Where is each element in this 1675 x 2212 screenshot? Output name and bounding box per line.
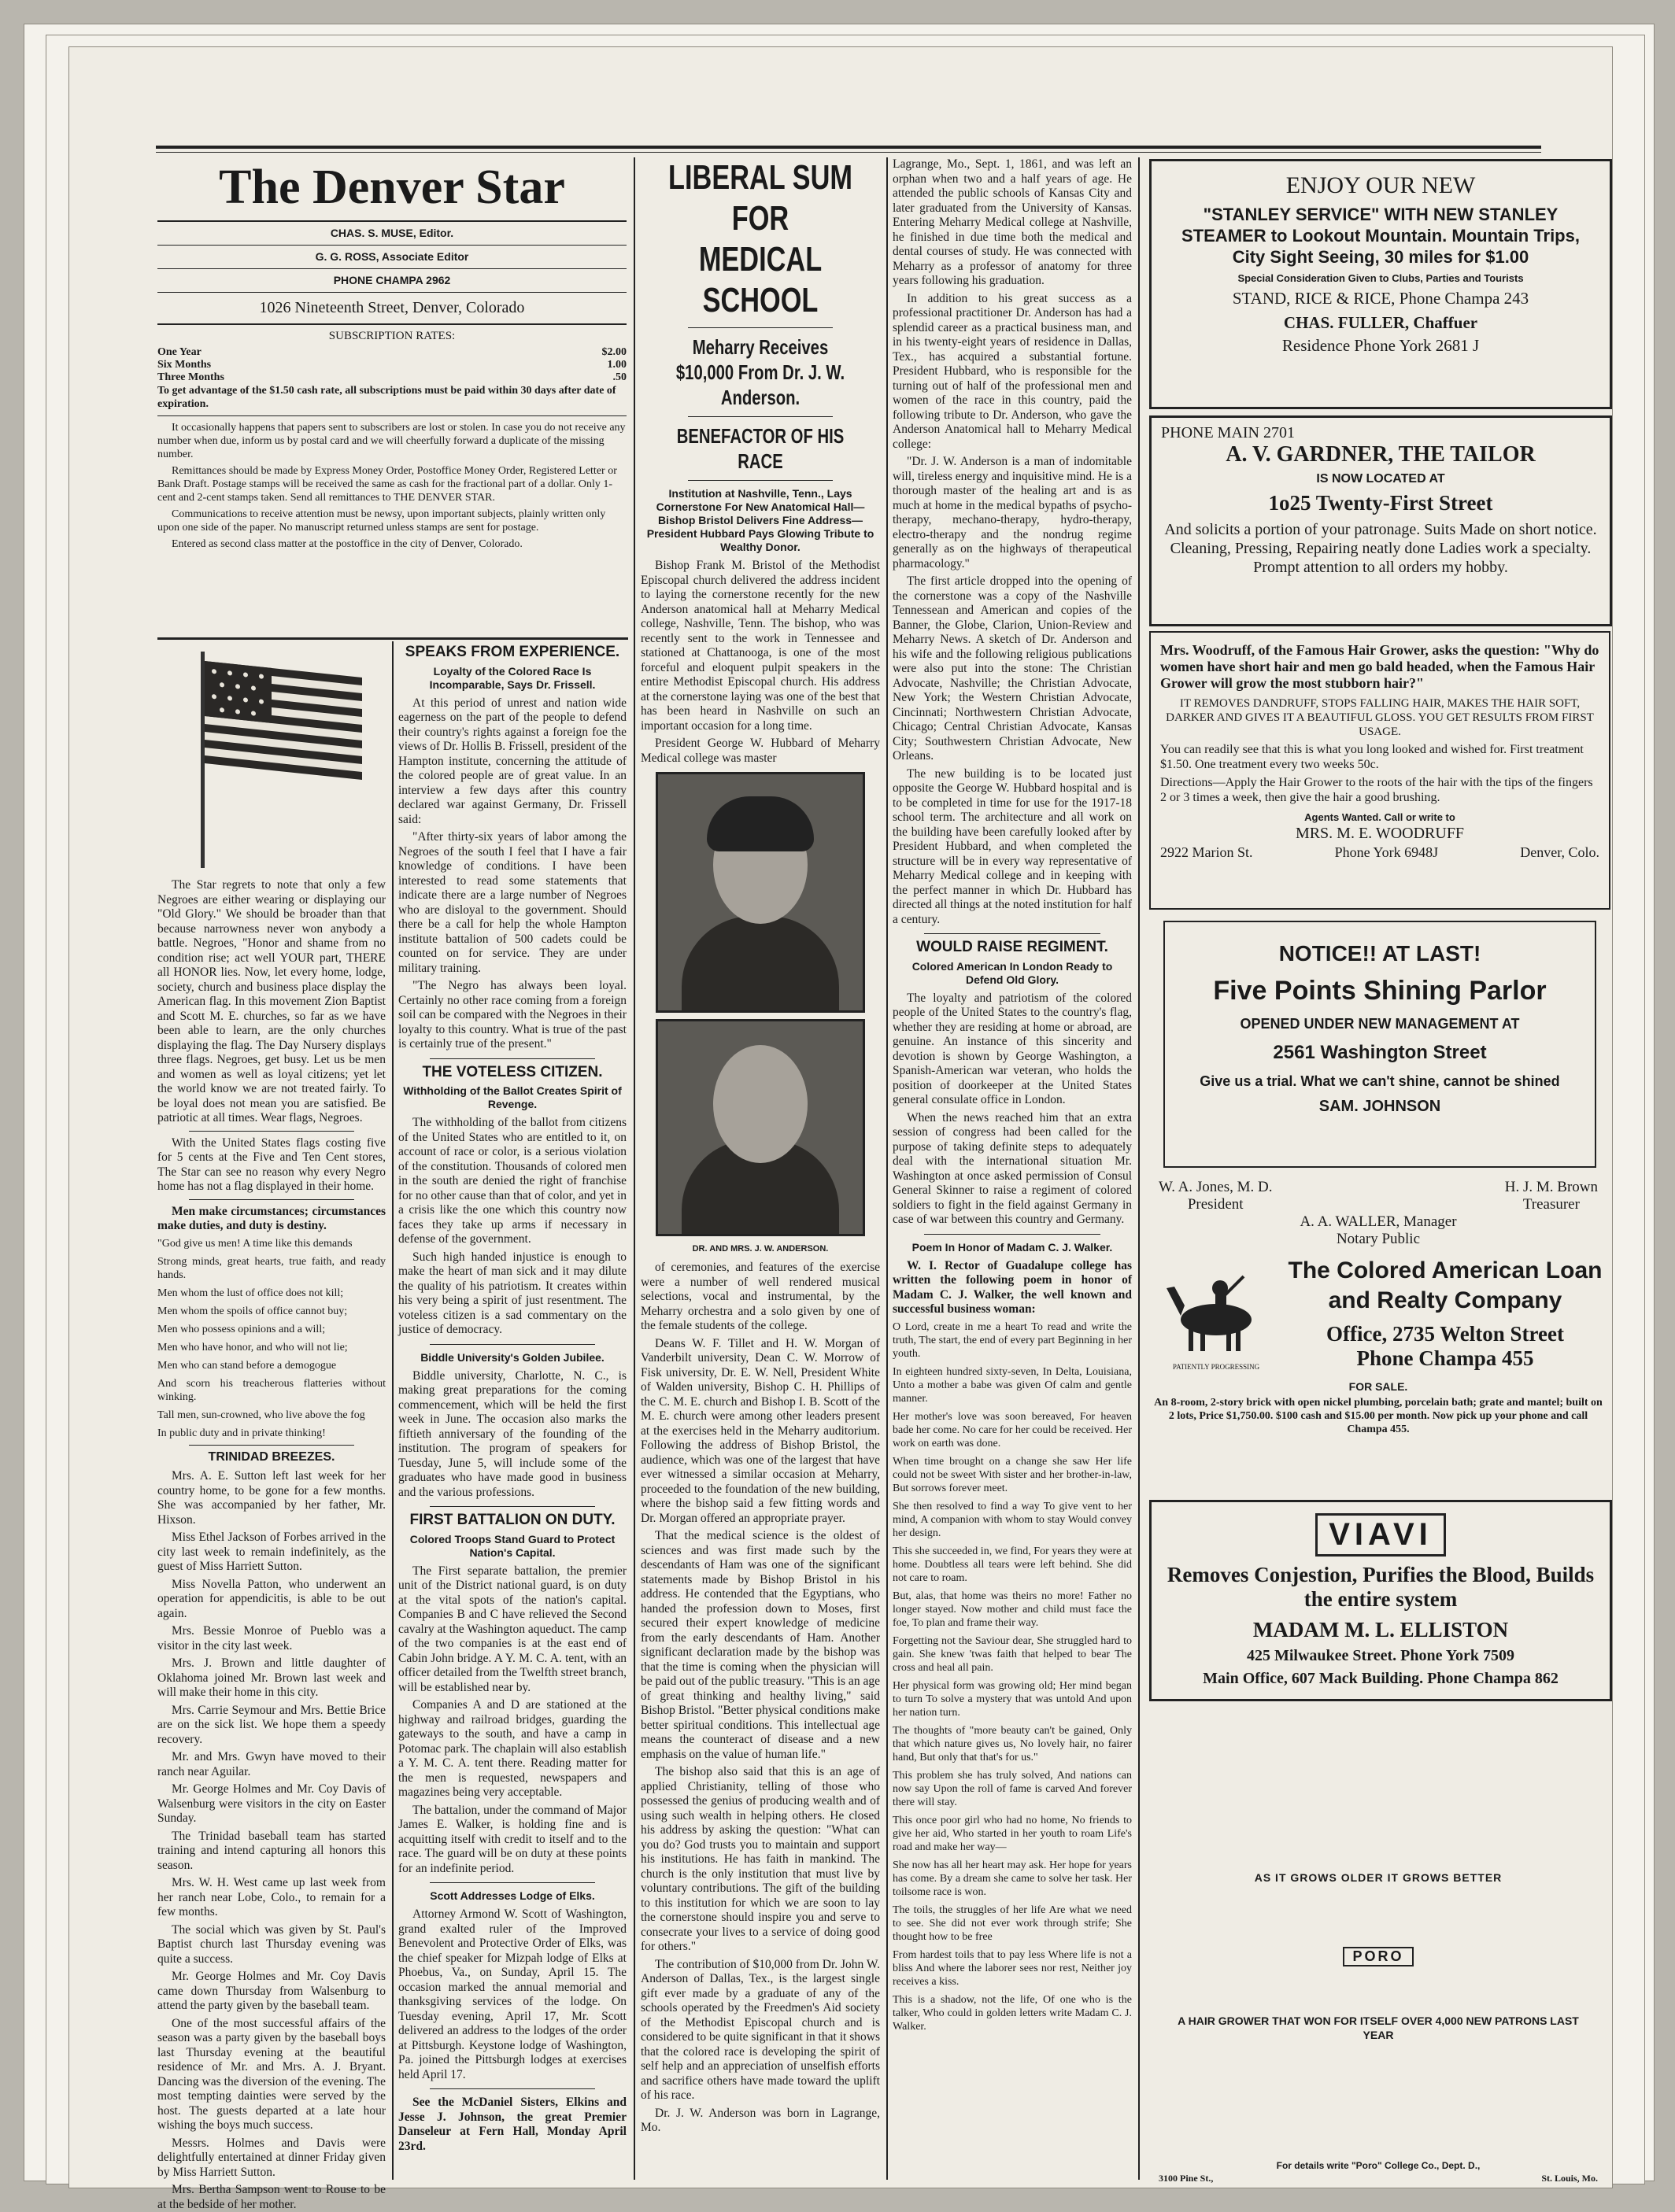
woodruff-city: Denver, Colo. — [1520, 844, 1599, 860]
viavi-office: Main Office, 607 Mack Building. Phone Champa 862 — [1203, 1670, 1559, 1687]
column-rule — [392, 641, 394, 2180]
loan-brown — [1505, 1179, 1598, 1213]
loan-brown-title: Treasurer — [1522, 1196, 1580, 1213]
ad-poro — [1149, 1706, 1607, 2184]
fivepoints-owner: SAM. JOHNSON — [1318, 1098, 1441, 1115]
poem-line: Tall men, sun-crowned, who live above the fog — [157, 1409, 365, 1421]
donkey-rider-icon — [1157, 1257, 1275, 1359]
anderson-body-5: The new building is to be located just opposite the George W. Hubbard hospital and is to be completed in time for use for the 1917-18 school term. The architecture and all work on the building have been carefully looked after by President Hubbard, and when completed the structure will be in every way representative of Meharry Medical college and in keeping with the perfect manner in which Dr. Hubbard has directed all things at the noted institution for half a century. — [893, 766, 1132, 926]
rate-row — [157, 359, 627, 371]
trinidad-item: Miss Ethel Jackson of Forbes arrived in the city last week to remain indefinitely, as the guest of Miss Harriett Sutton. — [157, 1531, 386, 1573]
anderson-body-1: Lagrange, Mo., Sept. 1, 1861, and was left an orphan when two and a half years of age. He attended the public schools of Kansas City and later graduated from the University of Kansas. Entering Meharry Medical college at Nashville, he finished in due time both the medical and dental courses of study. He was connected with Meharry as a professor of anatomy for three years following his graduation. — [893, 157, 1132, 287]
rate-label: Six Months — [157, 359, 212, 371]
rates-note: To get advantage of the $1.50 cash rate, all subscriptions must be paid within 30 days after date of expiration. — [157, 385, 616, 410]
god-give-us-men-poem — [157, 1237, 386, 1440]
notice-lost: It occasionally happens that papers sent to subscribers are lost or stolen. In case you do not receive any number when due, inform us by postal card and we will cheerfully forward a duplicate of the missing number. — [157, 422, 626, 460]
portrait-dr-anderson — [656, 1019, 865, 1236]
ad-colored-american-loan — [1149, 1174, 1607, 1489]
meharry-body-5: That the medical science is the oldest of sciences and was first made such by the descendants of Ham was one of the significant statements made by Bishop Bristol in his address. He contended that the Egyptians, who handed the profession down to Moses, first secured their expert knowledge of medicine from the early descendants of Ham. Another significant declaration made by the bishop was that the time is coming when the physician will be paid out of the public treasury. "This is an age of great thinking and healthy living," said Bishop Bristol. "Better physical conditions make better spiritual conditions. This intellectual age means the counteract of disease and a new emphasis on the value of human life." — [641, 1529, 880, 1761]
stanley-residence: Residence Phone York 2681 J — [1281, 336, 1480, 355]
column-4 — [893, 157, 1132, 2156]
fivepoints-slogan: Give us a trial. What we can't shine, cannot be shined — [1200, 1073, 1560, 1089]
newspaper-page — [69, 47, 1612, 2211]
meharry-head: Meharry Receives $10,000 From Dr. J. W. Anderson. — [675, 335, 845, 409]
woodruff-directions: Directions—Apply the Hair Grower to the roots of the hair with the tips of the fingers 2 or 3 times a week, then give the hair a good brushing. — [1160, 776, 1593, 804]
woodruff-question: Mrs. Woodruff, of the Famous Hair Grower, asks the question: "Why do women have short hair and men go bald headed, when the Famous Hair Grower will grow the most stubborn hair?" — [1160, 642, 1599, 691]
speaks-deck: Loyalty of the Colored Race Is Incomparable, Says Dr. Frissell. — [429, 664, 596, 691]
rates-list — [157, 346, 627, 384]
viavi-address: 425 Milwaukee Street. Phone York 7509 — [1247, 1647, 1514, 1664]
trinidad-item: Mr. and Mrs. Gwyn have moved to their ranch near Aguilar. — [157, 1750, 386, 1778]
battalion-head: FIRST BATTALION ON DUTY. — [409, 1512, 616, 1528]
trinidad-item: Mrs. W. H. West came up last week from her ranch near Lobe, Colo., to remain for a few months. — [157, 1876, 386, 1918]
paragraph: When the news reached him that an extra session of congress had been called for the purpose of taking definite steps to adequately deal with the international situation Mr. Washington at once asked permission of Consul General Skinner to raise a regiment of colored soldiers to fight in the field against Germany in case of war between this country and Germany. — [893, 1110, 1132, 1226]
loan-logo — [1149, 1257, 1283, 1371]
loan-officers — [1159, 1179, 1598, 1213]
poem-line: Men whom the lust of office does not kill; — [157, 1287, 344, 1299]
woodruff-name: MRS. M. E. WOODRUFF — [1295, 825, 1465, 842]
poem-stanza: The thoughts of "more beauty can't be gained, Only that which nature gives us, No lovely hair, no fairer hand, But only that that's for us." — [893, 1724, 1132, 1763]
loan-waller: A. A. WALLER, Manager — [1300, 1213, 1457, 1230]
flags-cost: With the United States flags costing five for 5 cents at the Five and Ten Cent stores, The Star can see no reason why every Negro home has not a flag displayed in their home. — [157, 1136, 386, 1193]
anderson-body-4: The first article dropped into the opening of the cornerstone was a copy of the Nashville Tennessean and American and copies of the Banner, the Globe, Clarion, Union-Review and Meharry News. A sketch of Dr. Anderson and his wife and the following religious publications were also put into the stone: The Christian Advocate, Nashville; the Christian Advocate, New York; the Western Christian Advocate, Cincinnati; Northwestern Christian Advocate, Chicago; Central Christian Advocate, Kansas City; Southwestern Christian Advocate, New Orleans. — [893, 574, 1132, 763]
poem-stanza: This she succeeded in, we find, For years they were at home. Doubtless all tears were left behind. She did not care to roam. — [893, 1545, 1132, 1584]
masthead-title: The Denver Star — [219, 161, 565, 214]
meharry-body-6: The bishop also said that this is an age of applied Christianity, telling of those who possessed the genius of producing wealth and of using such wealth in helping others. He closed his address by asking the question: "What can you do? God trusts you to maintain and support his institutions. He has faith in mankind. The church is the only institution that must live by voluntary contributions. The gift of the building to this institution for which we are soon to lay the cornerstone should inspire you and serve to consecrate your lives to a service of doing good for others." — [641, 1765, 880, 1953]
paragraph: At this period of unrest and nation wide eagerness on the part of the people to defend their country's rights against a foreign foe the views of Dr. Hollis B. Frissell, president of the Hampton institute, concerning the attitude of the colored people are of great value. In an interview a few days after this country declared war against Germany, Dr. Frissell said: — [398, 696, 627, 826]
ad-gardner-tailor — [1149, 415, 1612, 626]
fivepoints-notice: NOTICE!! AT LAST! — [1278, 941, 1481, 966]
woodruff-removes: IT REMOVES DANDRUFF, STOPS FALLING HAIR, MAKES THE HAIR SOFT, DARKER AND GIVES IT A BEAUTIFUL GLOSS. YOU GET RESULTS FROM FIRST USAGE. — [1166, 697, 1594, 738]
paragraph: The First separate battalion, the premier unit of the District national guard, is on duty at the vital spots of the nation's capital. Companies B and C have relieved the Second cavalry at the Washington aqueduct. The camp of the two companies is at the east end of Cabin John bridge. A Y. M. C. A. tent, with an officer detailed from the Twelfth street branch, will be established near by. — [398, 1564, 627, 1694]
poem-stanza: From hardest toils that to pay less Where life is not a bliss And where the laborer sees nor rest, Neither joy receives a kiss. — [893, 1948, 1132, 1988]
masthead-associate: G. G. ROSS, Associate Editor — [315, 250, 469, 263]
woodruff-agents: Agents Wanted. Call or write to — [1304, 811, 1455, 823]
top-rule-thin — [156, 152, 1541, 153]
masthead-phone: PHONE CHAMPA 2962 — [333, 274, 451, 286]
poem-stanza: This problem she has truly solved, And nations can now say Upon the roll of fame is carved And forever there will stay. — [893, 1769, 1132, 1808]
trinidad-item: The social which was given by St. Paul's Baptist church last Thursday evening was quite a success. — [157, 1922, 386, 1966]
ad-viavi — [1149, 1500, 1612, 1701]
poro-claim: A HAIR GROWER THAT WON FOR ITSELF OVER 4,000 NEW PATRONS LAST YEAR — [1178, 2014, 1579, 2041]
stanley-service: "STANLEY SERVICE" WITH NEW STANLEY STEAMER to Lookout Mountain. Mountain Trips, City Sight Seeing, 30 miles for $1.00 — [1181, 205, 1580, 267]
speaks-body — [398, 696, 627, 1052]
trinidad-item: Mr. George Holmes and Mr. Coy Davis of Walsenburg were visitors in the city on Easter Sunday. — [157, 1782, 386, 1825]
meharry-body-1: Bishop Frank M. Bristol of the Methodist Episcopal church delivered the address incident to laying the cornerstone recently for the new Anderson anatomical hall at Meharry Medical college, Nashville, Tenn. The bishop, who was recently sent to the work in Tennessee and stationed at Chattanooga, is one of the most forceful and eloquent pulpit speakers in the entire Methodist Episcopal church. His address at the cornerstone laying was one of the best that has been heard in Nashville on such an important occasion for a long time. — [641, 559, 880, 733]
regiment-body — [893, 992, 1132, 1228]
rate-label: Three Months — [157, 371, 224, 383]
poem-stanza: But, alas, that home was theirs no more! Father no longer stayed. Now mother and child must face the foe, To plan and frame their way. — [893, 1590, 1132, 1629]
trinidad-items — [157, 1469, 386, 2212]
loan-office: Office, 2735 Welton Street — [1326, 1322, 1564, 1346]
anderson-body-3: "Dr. J. W. Anderson is a man of indomitable will, tireless energy and inquisitive mind. He is a thorough master of the healing art and is as much at home in the medical bypaths of psycho-therapy, mechano-therapy, hydro-therapy, electro-therapy and the nondrug regime generally as on the highways of therapeutical pharmacology." — [893, 455, 1132, 571]
poem-line: Men who have honor, and who will not lie; — [157, 1341, 348, 1353]
poem-line: "God give us men! A time like this demands — [157, 1237, 353, 1250]
regiment-head: WOULD RAISE REGIMENT. — [916, 939, 1108, 955]
loan-sale-head: FOR SALE. — [1348, 1380, 1408, 1393]
meharry-deck: Institution at Nashville, Tenn., Lays Cornerstone For New Anatomical Hall—Bishop Bristol Delivers Fine Address—President Hubbard Pays Glowing Tribute to Wealthy Donor. — [646, 487, 874, 553]
poem-stanza: Her physical form was growing old; Her mind began to turn To solve a mystery that was untold And upon her nation turn. — [893, 1679, 1132, 1719]
poro-address-row — [1159, 2173, 1598, 2184]
trinidad-head: TRINIDAD BREEZES. — [208, 1449, 335, 1464]
masthead-address: 1026 Nineteenth Street, Denver, Colorado — [259, 299, 525, 316]
anderson-body-2: In addition to his great success as a professional practitioner Dr. Anderson has had a splendid career as a practical business man, and in his twenty-eight years of residence in Dallas, Tex., has acquired a substantial fortune. President Hubbard, who is responsible for the turning out of half of the professional men and women of the race in this country, paid the following tribute to Dr. Anderson, who gave the Anderson Anatomical hall to Meharry Medical college: — [893, 291, 1132, 451]
paragraph: The battalion, under the command of Major James E. Walker, is holding fine and is acquitting itself with credit to itself and to the race. The guard will be on duty at these points for an indefinite period. — [398, 1803, 627, 1875]
column-3 — [641, 157, 880, 2156]
paragraph: Such high handed injustice is enough to make the heart of man sick and it may dilute the quality of his patriotism. It creates within his very being a spirit of just resentment. The voteless citizen is a sad commentary on the justice of democracy. — [398, 1250, 627, 1336]
poem-stanza: This once poor girl who had no home, No friends to give her aid, Who started in her youth to roam Life's road and make her way— — [893, 1814, 1132, 1853]
column-rule — [886, 157, 888, 2180]
woodruff-contact — [1160, 844, 1599, 861]
notice-remittance: Remittances should be made by Express Money Order, Postoffice Money Order, Registered Letter or Bank Draft. Postage stamps will be received the same as cash for the fractional part of a dollar. Only 1-cent and 2-cent stamps taken. Send all remittances to THE DENVER STAR. — [157, 465, 617, 504]
portrait-caption: DR. AND MRS. J. W. ANDERSON. — [692, 1244, 829, 1254]
poem-stanza: The toils, the struggles of her life Are what we need to see. She did not ever work through strife; She thought how to be free — [893, 1904, 1132, 1943]
loan-body — [1149, 1256, 1607, 1371]
rates-head: SUBSCRIPTION RATES: — [328, 330, 456, 342]
stanley-enjoy: ENJOY OUR NEW — [1285, 172, 1476, 198]
poem-line: Men who can stand before a demogogue — [157, 1359, 337, 1372]
walker-poem — [893, 1320, 1132, 2033]
flag-editorial: The Star regrets to note that only a few Negroes are either wearing or displaying our "Old Glory." We should be broader than that because narrowness never won anybody a battle. Negroes, "Honor and shame from no condition rise; act well YOUR part, THERE all HONOR lies. Now, let every home, lodge, society, church and business place display the American flag. In this movement Zion Baptist and Scott M. E. churches, so far as we have been able to learn, are the only churches displaying the flag. The Day Nursery displays three flags. Negroes, get busy. Let us be men and women as well as loyal citizens; yet let the world know we are not treated fairly. To be loyal does not mean you are satisfied. Be patriotic at all times. Wear flags, Negroes. — [157, 878, 386, 1124]
stanley-consideration: Special Consideration Given to Clubs, Parties and Tourists — [1237, 272, 1524, 284]
poem-stanza: This is a shadow, not the life, Of one who is the talker, Who could in golden letters write Madam C. J. Walker. — [893, 1993, 1132, 2033]
loan-progress: PATIENTLY PROGRESSING — [1172, 1362, 1260, 1371]
poem-stanza: She now has all her heart may ask. Her hope for years has come. By a dream she came to solve her task. Her toilsome race is won. — [893, 1859, 1132, 1898]
notice-entered: Entered as second class matter at the postoffice in the city of Denver, Colorado. — [172, 538, 523, 550]
notice-communications: Communications to receive attention must be newsy, upon important subjects, plainly written only upon one side of the paper. No manuscript returned unless stamps are sent for postage. — [157, 508, 606, 534]
american-flag-image — [169, 645, 374, 873]
mcdaniel-notice: See the McDaniel Sisters, Elkins and Jesse J. Johnson, the great Premier Danseleur at Fern Hall, Monday April 23rd. — [398, 2096, 627, 2153]
trinidad-item: Mr. George Holmes and Mr. Coy Davis came down Thursday from Walsenburg to attend the party given by the baseball team. — [157, 1970, 386, 2012]
men-make-circumstances: Men make circumstances; circumstances make duties, and duty is destiny. — [157, 1204, 386, 1232]
masthead-editor: CHAS. S. MUSE, Editor. — [330, 227, 454, 239]
loan-sale: An 8-room, 2-story brick with open nickel plumbing, porcelain bath; grate and mantel; built on 2 lots, Price $1,750.00. $100 cash and $15.00 per month. Now pick up your phone and call Champa 455. — [1154, 1397, 1603, 1435]
scott-head: Scott Addresses Lodge of Elks. — [430, 1889, 595, 1902]
poro-tagline: AS IT GROWS OLDER IT GROWS BETTER — [1254, 1871, 1503, 1884]
meharry-body-8: Dr. J. W. Anderson was born in Lagrange, Mo. — [641, 2106, 880, 2134]
gardner-address: 1o25 Twenty-First Street — [1268, 491, 1493, 515]
walker-intro: W. I. Rector of Guadalupe college has written the following poem in honor of Madam C. J. Walker, the well known and successful business woman: — [893, 1258, 1132, 1316]
battalion-deck: Colored Troops Stand Guard to Protect Nation's Capital. — [409, 1532, 616, 1559]
ad-woodruff-hair-grower — [1149, 631, 1610, 910]
fivepoints-address: 2561 Washington Street — [1273, 1042, 1487, 1063]
walker-head: Poem In Honor of Madam C. J. Walker. — [911, 1240, 1113, 1254]
ad-five-points-shining-parlor — [1163, 921, 1596, 1168]
paragraph: "After thirty-six years of labor among the Negroes of the south I feel that I have a fair knowledge of conditions. I have been interested to read some statements that indicate there are a large number of Negroes who are disloyal to the government. Should there be a call for help the whole Hampton institute battalion of 500 cadets could be counted on for service. They are under military training. — [398, 830, 627, 975]
trinidad-item: Miss Novella Patton, who underwent an operation for appendicitis, is able to be out again. — [157, 1577, 386, 1620]
trinidad-item: One of the most successful affairs of the season was a party given by the baseball boys last Thursday evening at the beautiful residence of Mr. and Mrs. A. J. Bryant. Dancing was the diversion of the evening. The most tempting dainties were served by the host. The guests departed at a late hour wishing the boys much success. — [157, 2016, 386, 2132]
poem-stanza: Forgetting not the Saviour dear, She struggled hard to gain. She knew 'twas faith that helped to bear The cross and heal all pain. — [893, 1634, 1132, 1674]
poem-stanza: When time brought on a change she saw Her life could not be sweet With sister and her brother-in-law, But sorrows forever meet. — [893, 1455, 1132, 1494]
stanley-stand: STAND, RICE & RICE, Phone Champa 243 — [1232, 289, 1529, 308]
column-2 — [398, 645, 627, 2156]
trinidad-item: Mrs. A. E. Sutton left last week for her country home, to be gone for a few months. She was accompanied by her father, Mr. Hixson. — [157, 1469, 386, 1527]
fivepoints-opened: OPENED UNDER NEW MANAGEMENT AT — [1240, 1016, 1520, 1032]
gardner-text: And solicits a portion of your patronage. Suits Made on short notice. Cleaning, Pressing, Repairing neatly done Ladies work a specialty. Prompt attention to all orders my hobby. — [1164, 521, 1597, 576]
column-1 — [157, 645, 386, 2211]
stanley-fuller: CHAS. FULLER, Chaffuer — [1283, 313, 1478, 332]
gardner-name: A. V. GARDNER, THE TAILOR — [1226, 442, 1536, 467]
poem-line: In public duty and in private thinking! — [157, 1427, 326, 1439]
trinidad-item: Mrs. Carrie Seymour and Mrs. Bettie Brice are on the sick list. We hope them a speedy recovery. — [157, 1703, 386, 1746]
paragraph: The loyalty and patriotism of the colored people of the United States to the country's flag, whether they are residing at home or abroad, are genuine. An instance of this sincerity and devotion is shown by George Washington, a Spanish-American war veteran, who holds the position of doorkeeper at the United States general consulate office in London. — [893, 991, 1132, 1106]
loan-name: The Colored American Loan and Realty Company — [1288, 1257, 1603, 1313]
fivepoints-name: Five Points Shining Parlor — [1213, 976, 1547, 1006]
meharry-body-4: Deans W. F. Tillet and H. W. Morgan of Vanderbilt university, Dean C. W. Morrow of Fisk university, Dr. E. W. Nell, President White of Walden university, Bishop C. H. Phillips of the C. M. E. church and Bishop I. B. Scott of the M. E. church were among other leaders present at the exercises held in the Meharry auditorium. Following the address of Bishop Bristol, the audience, which was one of the largest that have ever witnessed a similar occasion at Meharry, proceeded to the foundation of the new building, where the bishop said a few fitting words and Dr. Morgan offered an appropriate prayer. — [641, 1336, 880, 1525]
paragraph: "The Negro has always been loyal. Certainly no other race coming from a foreign soil can be compared with the Negroes in their loyalty to this country. What is true of the past is certainly true of the present." — [398, 979, 627, 1051]
loan-jones-name: W. A. Jones, M. D. — [1159, 1179, 1273, 1195]
poro-address: 3100 Pine St., — [1159, 2173, 1214, 2184]
poem-line: Men who possess opinions and a will; — [157, 1323, 326, 1335]
poro-city: St. Louis, Mo. — [1541, 2173, 1598, 2184]
regiment-deck: Colored American In London Ready to Defend Old Glory. — [911, 959, 1113, 986]
loan-notary: Notary Public — [1336, 1231, 1421, 1247]
rate-price: .50 — [612, 371, 627, 383]
woodruff-price: You can readily see that this is what you long looked and wished for. First treatment $1.50. One treatment every two weeks 50c. — [1160, 743, 1584, 771]
poem-line: And scorn his treacherous flatteries without winking. — [157, 1377, 386, 1403]
column-rule — [1138, 157, 1140, 2180]
voteless-deck: Withholding of the Ballot Creates Spirit of Revenge. — [403, 1084, 622, 1110]
rate-price: 1.00 — [607, 359, 627, 371]
woodruff-street: 2922 Marion St. — [1160, 844, 1253, 860]
trinidad-item: Mrs. Bessie Monroe of Pueblo was a visitor in the city last week. — [157, 1624, 386, 1653]
poem-stanza: She then resolved to find a way To give vent to her mind, A companion with whom to stay Would convey her design. — [893, 1500, 1132, 1539]
poem-stanza: O Lord, create in me a heart To read and write the truth, The start, the end of every part Beginning in her youth. — [893, 1320, 1132, 1360]
masthead-rule — [157, 637, 628, 640]
trinidad-item: Messrs. Holmes and Davis were delightfully entertained at dinner Friday given by Miss Harriett Sutton. — [157, 2136, 386, 2179]
battalion-body — [398, 1564, 627, 1877]
benefactor-head: BENEFACTOR OF HIS RACE — [676, 424, 845, 473]
portrait-mrs-anderson — [656, 772, 865, 1013]
loan-jones — [1159, 1179, 1272, 1213]
viavi-elliston: MADAM M. L. ELLISTON — [1252, 1618, 1509, 1641]
poem-line: Strong minds, great hearts, true faith, and ready hands. — [157, 1255, 386, 1281]
loan-text — [1283, 1256, 1607, 1371]
poro-write: For details write "Poro" College Co., Dept. D., — [1276, 2160, 1481, 2171]
viavi-removes: Removes Conjestion, Purifies the Blood, Builds the entire system — [1167, 1563, 1595, 1611]
meharry-body-3: of ceremonies, and features of the exercise were a number of well rendered musical selections, vocal and instrumental, by the Meharry orchestra and a solo given by one of the female students of the college. — [641, 1261, 880, 1332]
paragraph: The withholding of the ballot from citizens of the United States who are entitled to it, on account of race or color, is a serious violation of the constitution. Thousands of colored men in the south are denied the right of franchise for no other cause than that of color, and yet in a crisis like the one which this country now faces they take up arms if necessary in defense of the government. — [398, 1116, 627, 1246]
woodruff-phone: Phone York 6948J — [1334, 844, 1439, 860]
rate-row — [157, 371, 627, 384]
top-rule — [156, 146, 1541, 149]
voteless-body — [398, 1116, 627, 1338]
meharry-body-2: President George W. Hubbard of Meharry Medical college was master — [641, 737, 880, 765]
trinidad-item: Mrs. J. Brown and little daughter of Oklahoma joined Mr. Brown last week and will make their home in this city. — [157, 1656, 386, 1699]
scott-body: Attorney Armond W. Scott of Washington, grand exalted ruler of the Improved Benevolent and Protective Order of Elks, was the chief speaker for Mizpah lodge of Elks at Phoebus, Va., on Sunday, April 15. The occasion marked the annual memorial and thanksgiving services of the lodge. On Tuesday evening, April 17, Mr. Scott delivered an address to the lodges of the order at Pittsburgh. Keystone lodge of Washington, Pa. joined the Pittsburgh lodges at exercises held April 17. — [398, 1907, 627, 2081]
poro-name: PORO — [1343, 1947, 1413, 1966]
biddle-body: Biddle university, Charlotte, N. C., is making great preparations for the coming commencement, which will be held the first week in June. The occasion also marks the fiftieth anniversary of the founding of the institution. The program of speakers for Tuesday, June 5, will include some of the graduates who have made good in business and the various professions. — [398, 1368, 627, 1499]
poem-stanza: Her mother's love was soon bereaved, For heaven bade her come. No care for her could be received. Her work on earth was done. — [893, 1410, 1132, 1449]
viavi-name: VIAVI — [1315, 1513, 1446, 1557]
trinidad-item: Mrs. Bertha Sampson went to Rouse to be at the bedside of her mother. — [157, 2183, 386, 2211]
speaks-head: SPEAKS FROM EXPERIENCE. — [405, 644, 620, 660]
poem-line: Men whom the spoils of office cannot buy; — [157, 1305, 348, 1317]
column-rule — [634, 157, 635, 2180]
poem-stanza: In eighteen hundred sixty-seven, In Delta, Louisiana, Unto a mother a babe was given Of calm and gentle manner. — [893, 1365, 1132, 1405]
loan-jones-title: President — [1187, 1196, 1244, 1213]
gardner-phone: PHONE MAIN 2701 — [1161, 424, 1295, 441]
masthead — [157, 157, 627, 633]
voteless-head: THE VOTELESS CITIZEN. — [422, 1063, 603, 1080]
rate-label: One Year — [157, 346, 202, 358]
rate-row — [157, 346, 627, 359]
gardner-located: IS NOW LOCATED AT — [1316, 472, 1445, 486]
trinidad-item: The Trinidad baseball team has started training and intend capturing all honors this season. — [157, 1829, 386, 1872]
loan-phone: Phone Champa 455 — [1356, 1346, 1534, 1370]
liberal-sum-head: LIBERAL SUM FOR MEDICAL SCHOOL — [668, 158, 852, 319]
loan-brown-name: H. J. M. Brown — [1504, 1179, 1598, 1195]
paragraph: Companies A and D are stationed at the highway and railroad bridges, guarding the gateways to the south, and have a camp in Potomac park. The chaplain will also establish a Y. M. C. A. tent there. Reading matter for the men is requested, newspapers and magazines being very acceptable. — [398, 1698, 627, 1799]
meharry-body-7: The contribution of $10,000 from Dr. John W. Anderson of Dallas, Tex., is the largest single gift ever made by a graduate of any of the schools operated by the Freedmen's Aid society of the Methodist Episcopal church and is considered to be quite significant in that it shows that the colored race is developing the spirit of self help and an appreciation of unselfish efforts and sacrifice others have made toward the uplift of his race. — [641, 1957, 880, 2102]
ad-stanley-steamer — [1149, 159, 1612, 409]
rate-price: $2.00 — [601, 346, 627, 358]
biddle-head: Biddle University's Golden Jubilee. — [420, 1350, 605, 1364]
